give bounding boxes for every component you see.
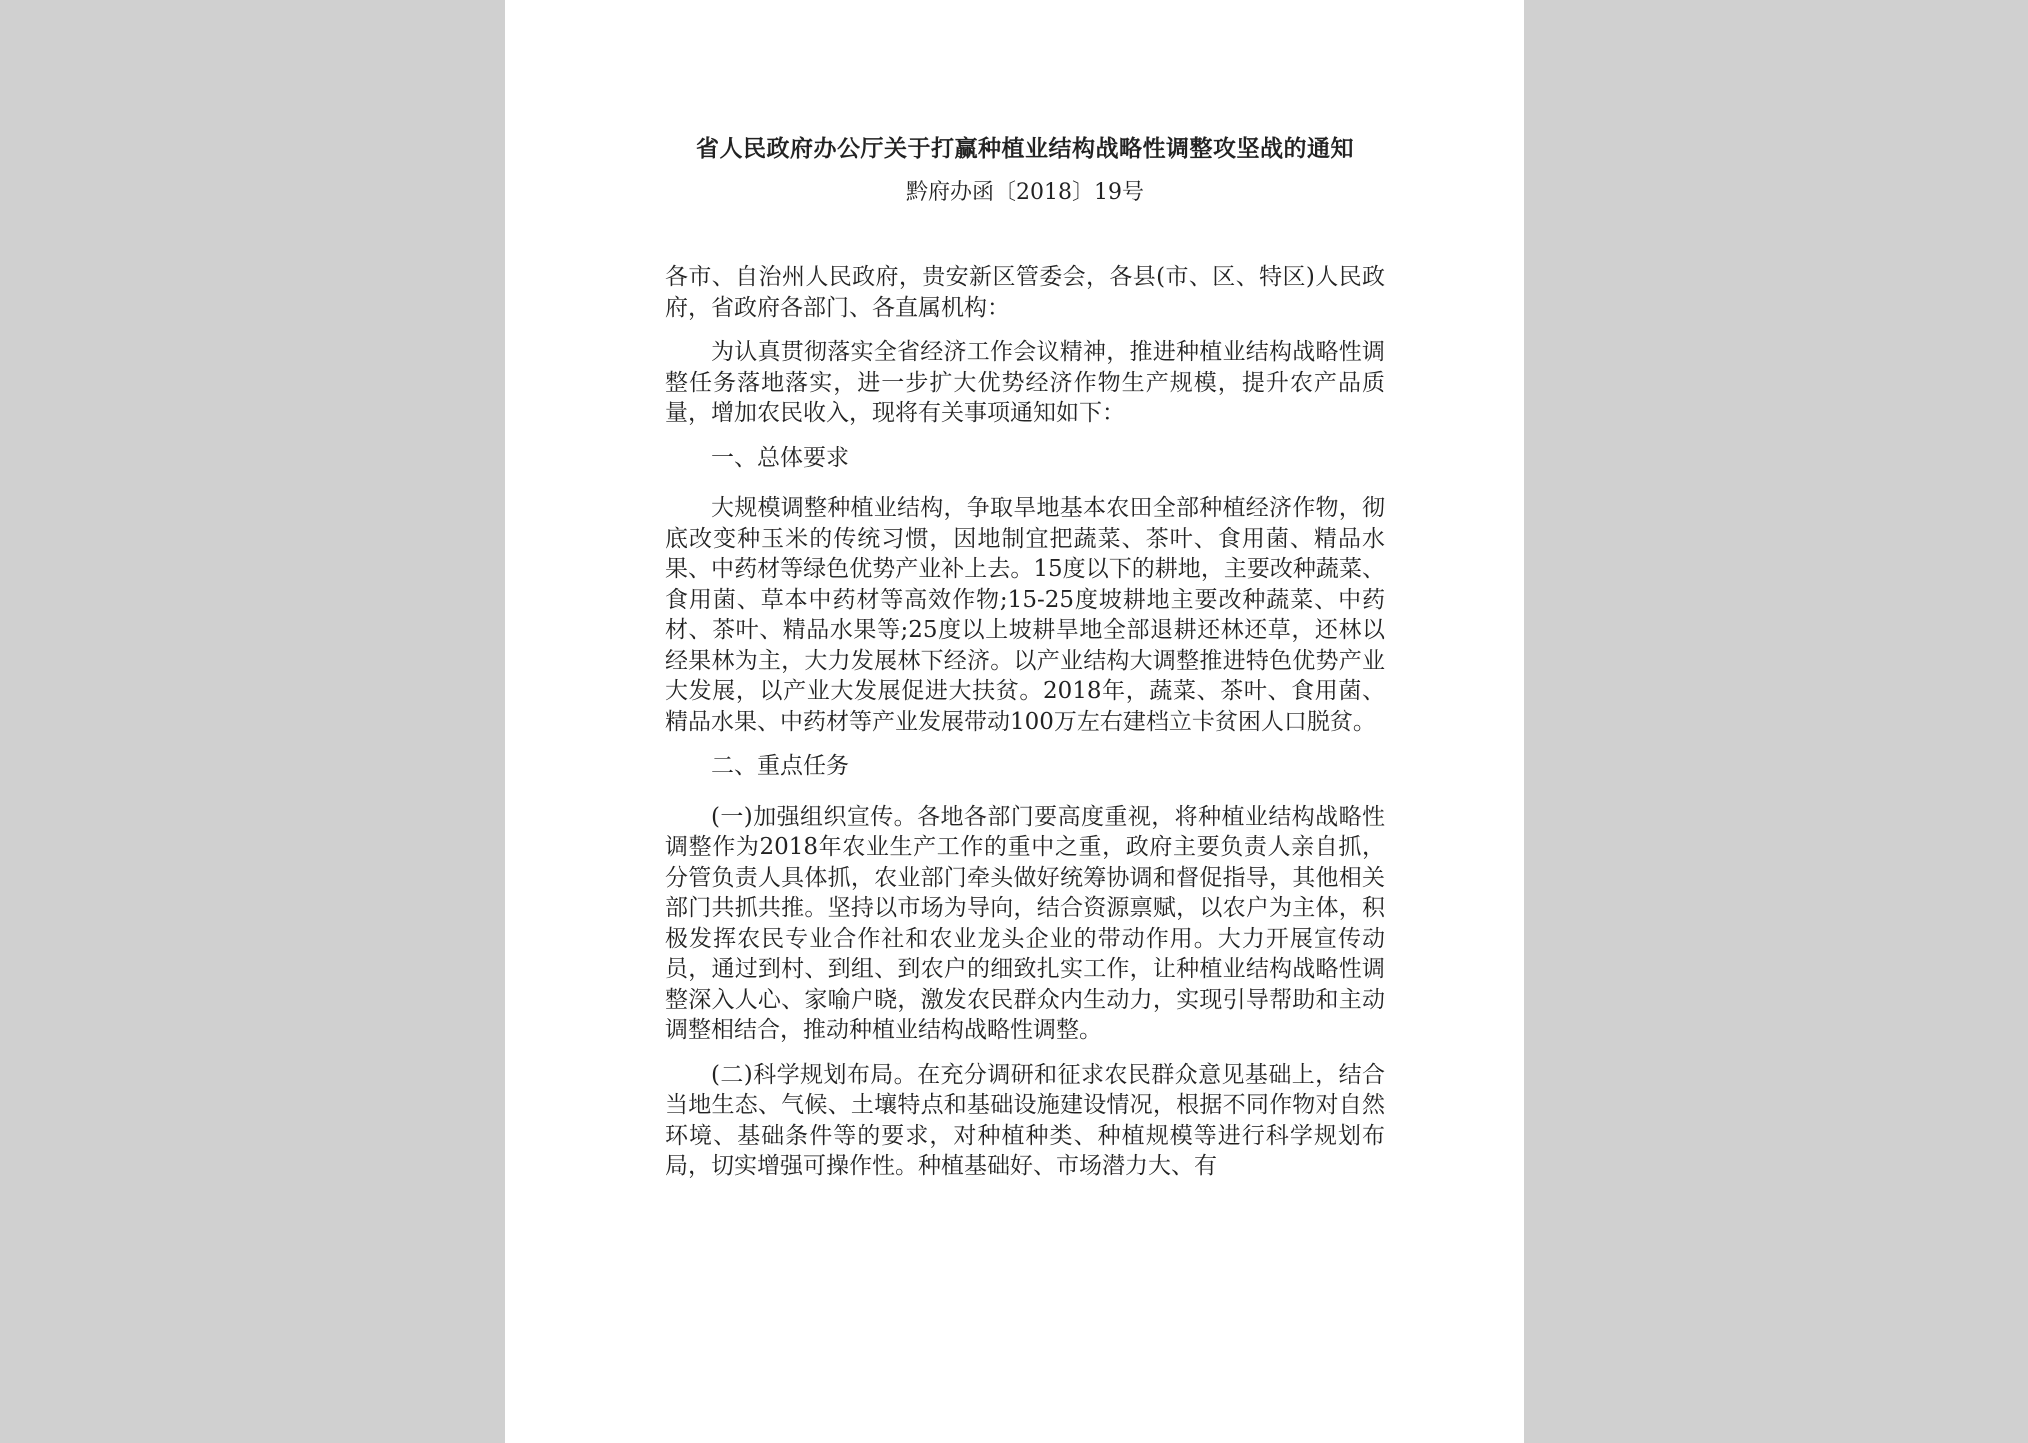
- section-heading-general-requirements: 一、总体要求: [711, 444, 849, 471]
- document-number: 黔府办函〔2018〕19号: [906, 180, 1144, 205]
- task-item-scientific-planning: (二)科学规划布局。在充分调研和征求农民群众意见基础上，结合当地生态、气候、土壤特点和基础设施建设情况，根据不同作物对自然环境、基础条件等的要求，对种植种类、种植规模等进行科学规划布局，切实增强可操作性。种植基础好、市场潜力大、有: [665, 1061, 1385, 1179]
- task-item-organize-publicity: (一)加强组织宣传。各地各部门要高度重视，将种植业结构战略性调整作为2018年农业生产工作的重中之重，政府主要负责人亲自抓，分管负责人具体抓，农业部门牵头做好统筹协调和督促指导，其他相关部门共抓共推。坚持以市场为导向，结合资源禀赋，以农户为主体，积极发挥农民专业合作社和农业龙头企业的带动作用。大力开展宣传动员，通过到村、到组、到农户的细致扎实工作，让种植业结构战略性调整深入人心、家喻户晓，激发农民群众内生动力，实现引导帮助和主动调整相结合，推动种植业结构战略性调整。: [665, 803, 1385, 1043]
- section-heading-key-tasks: 二、重点任务: [711, 753, 849, 779]
- document-content: [665, 130, 1385, 1196]
- section-body-general-requirements: 大规模调整种植业结构，争取旱地基本农田全部种植经济作物，彻底改变种玉米的传统习惯，因地制宜把蔬菜、茶叶、食用菌、精品水果、中药材等绿色优势产业补上去。15度以下的耕地，主要改种蔬菜、食用菌、草本中药材等高效作物;15-25度坡耕地主要改种蔬菜、中药材、茶叶、精品水果等;25度以上坡耕旱地全部退耕还林还草，还林以经果林为主，大力发展林下经济。以产业结构大调整推进特色优势产业大发展，以产业大发展促进大扶贫。2018年，蔬菜、茶叶、食用菌、精品水果、中药材等产业发展带动100万左右建档立卡贫困人口脱贫。: [665, 495, 1385, 735]
- intro-paragraph: 为认真贯彻落实全省经济工作会议精神，推进种植业结构战略性调整任务落地落实，进一步扩大优势经济作物生产规模，提升农产品质量，增加农民收入，现将有关事项通知如下：: [665, 339, 1385, 426]
- document-title: 省人民政府办公厅关于打赢种植业结构战略性调整攻坚战的通知: [696, 135, 1354, 162]
- document-page: [505, 0, 1524, 1443]
- salutation: 各市、自治州人民政府，贵安新区管委会，各县(市、区、特区)人民政府，省政府各部门、各直属机构：: [665, 264, 1385, 321]
